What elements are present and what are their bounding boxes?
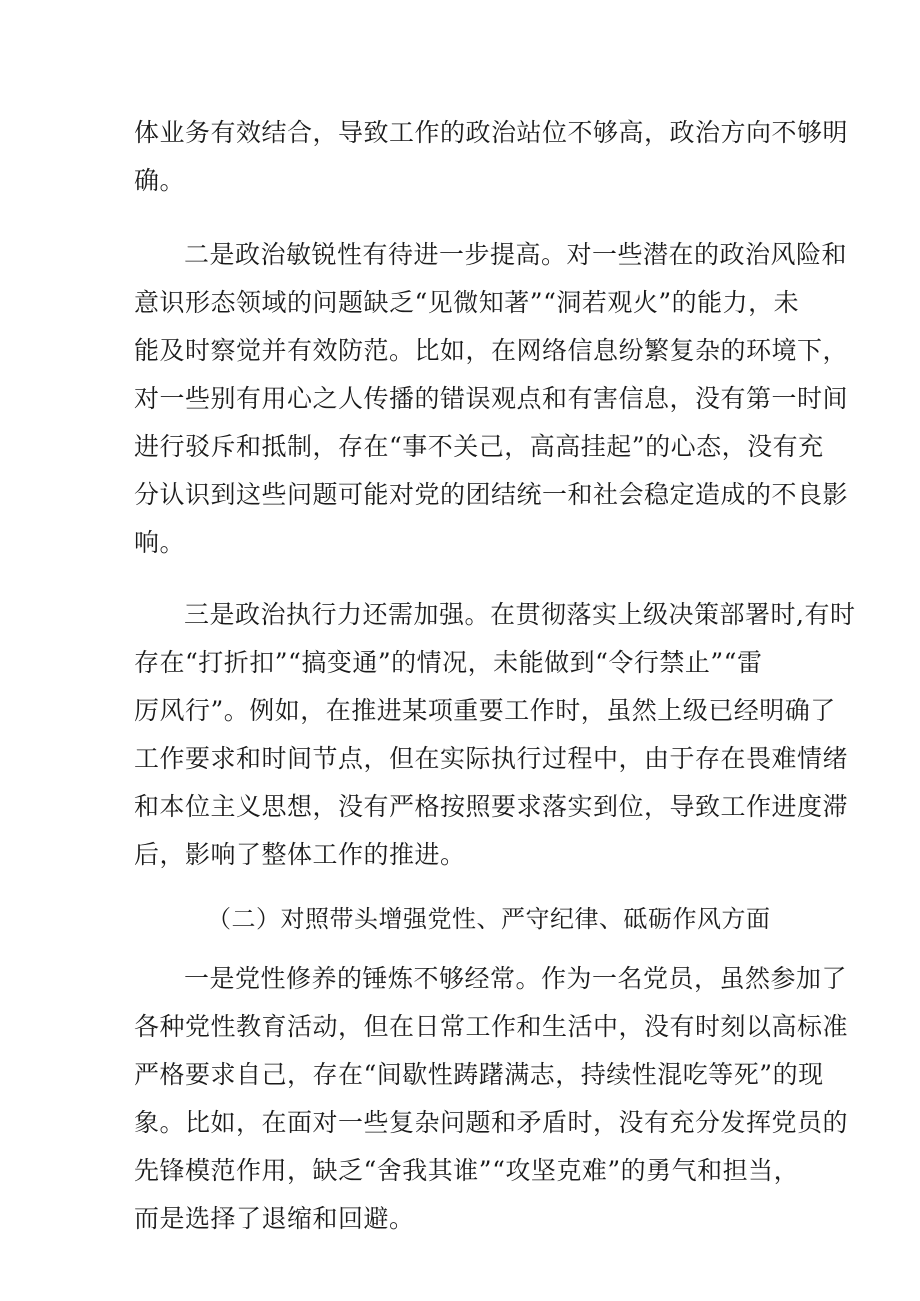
text-line: 意识形态领域的问题缺乏“见微知著”“洞若观火”的能力，未	[134, 288, 800, 317]
text-line: 能及时察觉并有效防范。比如，在网络信息纷繁复杂的环境下，	[134, 336, 849, 365]
text-line: 分认识到这些问题可能对党的团结统一和社会稳定造成的不良影	[134, 480, 849, 509]
text-line: 象。比如，在面对一些复杂问题和矛盾时，没有充分发挥党员的	[134, 1108, 849, 1137]
text-line: 响。	[134, 528, 186, 557]
section-heading: （二）对照带头增强党性、严守纪律、砥砺作风方面	[207, 905, 771, 933]
text-line: 进行驳斥和抵制，存在“事不关己，高高挂起”的心态，没有充	[134, 432, 824, 461]
text-line: 体业务有效结合，导致工作的政治站位不够高，政治方向不够明	[134, 118, 849, 147]
text-line: 对一些别有用心之人传播的错误观点和有害信息，没有第一时间	[134, 384, 849, 413]
text-line: 确。	[134, 166, 186, 195]
paragraph-start-line: 三是政治执行力还需加强。在贯彻落实上级决策部署时,有时	[184, 600, 856, 629]
text-line: 先锋模范作用，缺乏“舍我其谁”“攻坚克难”的勇气和担当，	[134, 1156, 800, 1185]
text-line: 厉风行”。例如，在推进某项重要工作时，虽然上级已经明确了	[134, 696, 836, 725]
text-line: 和本位主义思想，没有严格按照要求落实到位，导致工作进度滞	[134, 792, 849, 821]
text-line: 而是选择了退缩和回避。	[134, 1204, 415, 1233]
text-line: 存在“打折扣”“搞变通”的情况，未能做到“令行禁止”“雷	[134, 648, 763, 677]
paragraph-start-line: 二是政治敏锐性有待进一步提高。对一些潜在的政治风险和	[184, 240, 848, 269]
text-line: 工作要求和时间节点，但在实际执行过程中，由于存在畏难情绪	[134, 744, 849, 773]
paragraph-start-line: 一是党性修养的锤炼不够经常。作为一名党员，虽然参加了	[184, 964, 848, 993]
text-line: 各种党性教育活动，但在日常工作和生活中，没有时刻以高标准	[134, 1012, 849, 1041]
text-line: 严格要求自己，存在“间歇性踌躇满志，持续性混吃等死”的现	[134, 1060, 824, 1089]
text-line: 后，影响了整体工作的推进。	[134, 840, 466, 869]
